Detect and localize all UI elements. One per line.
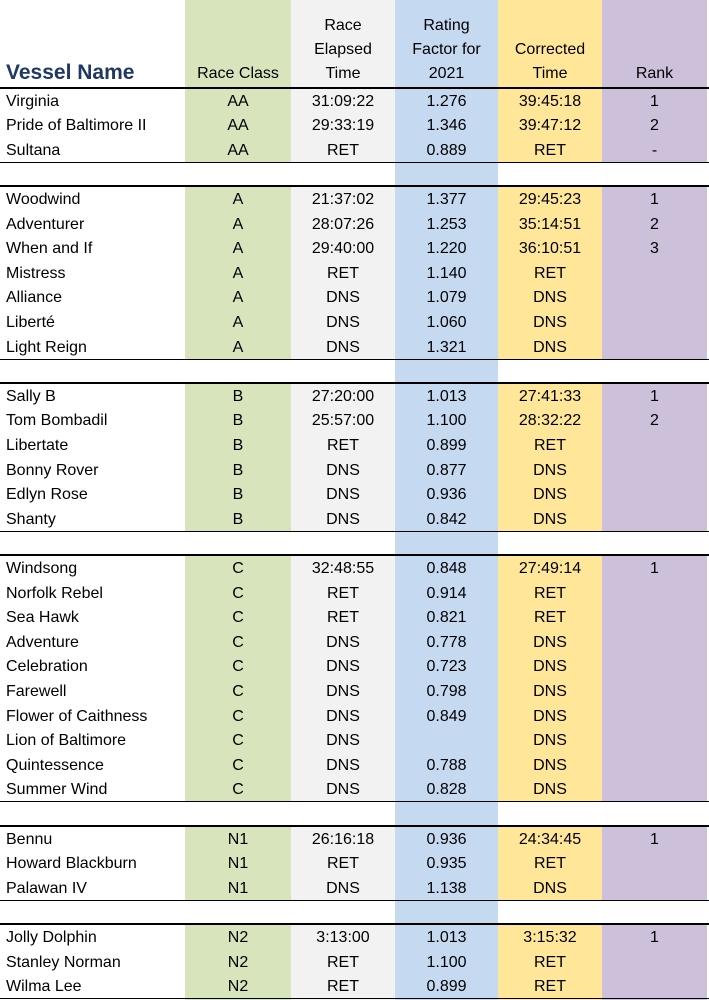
elapsed-time-cell[interactable]: DNS	[326, 756, 360, 774]
elapsed-time-cell[interactable]: DNS	[326, 732, 360, 750]
vessel-name-cell[interactable]: Sally B	[6, 387, 56, 405]
corrected-time-cell[interactable]: 39:47:12	[518, 117, 582, 135]
vessel-name-cell[interactable]: Edlyn Rose	[6, 486, 88, 504]
corrected-time-cell[interactable]: DNS	[533, 707, 567, 725]
corrected-time-cell[interactable]: DNS	[533, 781, 567, 799]
separator-fill	[498, 163, 709, 186]
separator-fill	[0, 802, 395, 825]
corrected-time-cell[interactable]: DNS	[533, 338, 567, 356]
rating-factor-cell[interactable]: 1.138	[426, 879, 467, 897]
vessel-name-cell[interactable]: Pride of Baltimore II	[6, 117, 147, 135]
corrected-time-cell[interactable]: DNS	[533, 289, 567, 307]
corrected-time-cell[interactable]: DNS	[533, 756, 567, 774]
rating-factor-cell[interactable]: 1.346	[426, 117, 467, 135]
race-class-cell[interactable]: C	[232, 682, 244, 700]
rank-cell[interactable]	[602, 951, 707, 975]
vessel-name-cell[interactable]: Sultana	[6, 141, 61, 159]
corrected-time-cell[interactable]: DNS	[533, 461, 567, 479]
race-class-cell[interactable]: C	[232, 781, 244, 799]
rank-cell[interactable]	[602, 508, 707, 532]
elapsed-time-cell[interactable]: DNS	[326, 658, 360, 676]
rank-cell[interactable]	[602, 336, 707, 360]
race-class-cell[interactable]: AA	[227, 141, 249, 159]
rating-factor-cell[interactable]: 0.848	[426, 559, 467, 577]
elapsed-time-cell[interactable]: 21:37:02	[311, 190, 375, 208]
rank-cell[interactable]: 2	[650, 412, 659, 430]
race-class-cell[interactable]: B	[232, 436, 244, 454]
elapsed-time-cell[interactable]: 29:40:00	[311, 240, 375, 258]
rank-cell[interactable]	[602, 877, 707, 901]
vessel-name-cell[interactable]: Celebration	[6, 658, 88, 676]
rating-factor-cell[interactable]: 0.842	[426, 510, 467, 528]
separator-fill	[498, 901, 709, 924]
race-class-cell[interactable]: N2	[227, 928, 249, 946]
race-class-cell[interactable]: A	[232, 264, 244, 282]
elapsed-time-cell[interactable]: DNS	[326, 461, 360, 479]
rank-cell[interactable]: 1	[650, 387, 659, 405]
corrected-time-cell[interactable]: DNS	[533, 633, 567, 651]
vessel-name-cell[interactable]: Norfolk Rebel	[6, 584, 103, 602]
group-separator	[0, 532, 709, 555]
group-separator	[0, 163, 709, 186]
corrected-time-cell[interactable]: RET	[534, 141, 566, 159]
race-class-cell[interactable]: B	[232, 387, 244, 405]
rating-factor-cell[interactable]: 1.220	[426, 240, 467, 258]
vessel-name-cell[interactable]: Windsong	[6, 559, 78, 577]
corrected-time-cell[interactable]: DNS	[533, 682, 567, 700]
vessel-name-cell[interactable]: Sea Hawk	[6, 609, 79, 627]
rating-factor-cell[interactable]: 0.914	[426, 584, 467, 602]
vessel-name-cell[interactable]: Lion of Baltimore	[6, 732, 127, 750]
rank-cell[interactable]	[602, 852, 707, 876]
header-rank[interactable]: Rank	[635, 65, 674, 82]
rating-factor-cell[interactable]: 1.253	[426, 215, 467, 233]
race-class-cell[interactable]: A	[232, 190, 244, 208]
rank-cell[interactable]	[602, 311, 707, 335]
rating-factor-cell[interactable]: 1.321	[426, 338, 467, 356]
vessel-name-cell[interactable]: Flower of Caithness	[6, 707, 148, 725]
race-class-cell[interactable]: B	[232, 510, 244, 528]
elapsed-time-cell[interactable]: DNS	[326, 510, 360, 528]
corrected-time-cell[interactable]: 28:32:22	[518, 412, 582, 430]
group-separator	[0, 360, 709, 383]
race-class-cell[interactable]: C	[232, 584, 244, 602]
rank-cell[interactable]	[602, 483, 707, 507]
rating-factor-cell[interactable]: 0.788	[426, 756, 467, 774]
rank-cell[interactable]	[602, 975, 707, 999]
corrected-time-cell[interactable]: 39:45:18	[518, 92, 582, 110]
race-class-cell[interactable]: N1	[227, 830, 249, 848]
race-class-cell[interactable]: B	[232, 412, 244, 430]
rating-factor-cell[interactable]: 0.778	[426, 633, 467, 651]
separator-fill	[498, 360, 709, 383]
corrected-time-cell[interactable]: 35:14:51	[518, 215, 582, 233]
vessel-name-cell[interactable]: Farewell	[6, 682, 67, 700]
header-race-class[interactable]: Race Class	[197, 65, 279, 82]
vessel-name-cell[interactable]: Woodwind	[6, 190, 81, 208]
vessel-name-cell[interactable]: Palawan IV	[6, 879, 87, 897]
vessel-name-cell[interactable]: Light Reign	[6, 338, 87, 356]
rating-factor-cell[interactable]: 1.100	[426, 953, 467, 971]
rank-cell[interactable]: 2	[650, 215, 659, 233]
rank-cell[interactable]	[602, 655, 707, 679]
elapsed-time-cell[interactable]: RET	[327, 584, 359, 602]
race-class-cell[interactable]: C	[232, 707, 244, 725]
rating-factor-cell[interactable]: 0.821	[426, 609, 467, 627]
group-separator	[0, 901, 709, 924]
corrected-time-cell[interactable]: 29:45:23	[518, 190, 582, 208]
elapsed-time-cell[interactable]: RET	[327, 264, 359, 282]
rating-factor-cell[interactable]	[395, 729, 498, 753]
elapsed-time-cell[interactable]: DNS	[326, 707, 360, 725]
vessel-name-cell[interactable]: Quintessence	[6, 756, 104, 774]
elapsed-time-cell[interactable]: 25:57:00	[311, 412, 375, 430]
vessel-name-cell[interactable]: When and If	[6, 240, 93, 258]
vessel-name-cell[interactable]: Tom Bombadil	[6, 412, 108, 430]
rating-factor-cell[interactable]: 0.798	[426, 682, 467, 700]
race-class-cell[interactable]: A	[232, 313, 244, 331]
rank-cell[interactable]	[602, 754, 707, 778]
corrected-time-cell[interactable]: RET	[534, 953, 566, 971]
elapsed-time-cell[interactable]: 26:16:18	[311, 830, 375, 848]
corrected-time-cell[interactable]: RET	[534, 609, 566, 627]
row-divider	[0, 998, 709, 999]
rating-factor-cell[interactable]: 0.935	[426, 855, 467, 873]
vessel-name-cell[interactable]: Liberté	[6, 313, 55, 331]
race-class-cell[interactable]: N1	[227, 855, 249, 873]
elapsed-time-cell[interactable]: DNS	[326, 486, 360, 504]
rank-cell[interactable]: 3	[650, 240, 659, 258]
elapsed-time-cell[interactable]: DNS	[326, 879, 360, 897]
rank-cell[interactable]: -	[651, 141, 658, 159]
vessel-name-cell[interactable]: Shanty	[6, 510, 56, 528]
corrected-time-cell[interactable]: 3:15:32	[523, 928, 577, 946]
vessel-name-cell[interactable]: Summer Wind	[6, 781, 108, 799]
rating-factor-cell[interactable]: 1.100	[426, 412, 467, 430]
rank-cell[interactable]	[602, 680, 707, 704]
vessel-name-cell[interactable]: Mistress	[6, 264, 66, 282]
group-separator	[0, 802, 709, 825]
elapsed-time-cell[interactable]: RET	[327, 855, 359, 873]
corrected-time-cell[interactable]: DNS	[533, 486, 567, 504]
rank-cell[interactable]	[602, 286, 707, 310]
corrected-time-cell[interactable]: DNS	[533, 879, 567, 897]
separator-fill	[0, 532, 395, 555]
corrected-time-cell[interactable]: RET	[534, 436, 566, 454]
header-corrected-time[interactable]: Corrected Time	[514, 41, 586, 82]
rank-cell[interactable]: 1	[650, 830, 659, 848]
elapsed-time-cell[interactable]: RET	[327, 978, 359, 996]
rating-factor-cell[interactable]: 1.013	[426, 928, 467, 946]
separator-fill	[498, 532, 709, 555]
race-class-cell[interactable]: A	[232, 240, 244, 258]
elapsed-time-cell[interactable]: RET	[327, 609, 359, 627]
separator-fill	[0, 163, 395, 186]
elapsed-time-cell[interactable]: RET	[327, 141, 359, 159]
race-class-cell[interactable]: N2	[227, 978, 249, 996]
corrected-time-cell[interactable]: RET	[534, 264, 566, 282]
rank-cell[interactable]	[602, 606, 707, 630]
elapsed-time-cell[interactable]: 3:13:00	[316, 928, 370, 946]
rank-cell[interactable]: 1	[650, 928, 659, 946]
separator-fill	[0, 360, 395, 383]
vessel-name-cell[interactable]: Adventure	[6, 633, 79, 651]
race-class-cell[interactable]: C	[232, 609, 244, 627]
rating-factor-cell[interactable]: 1.276	[426, 92, 467, 110]
rating-factor-cell[interactable]: 1.013	[426, 387, 467, 405]
corrected-time-cell[interactable]: DNS	[533, 658, 567, 676]
corrected-time-cell[interactable]: RET	[534, 584, 566, 602]
elapsed-time-cell[interactable]: DNS	[326, 682, 360, 700]
race-class-cell[interactable]: B	[232, 486, 244, 504]
rank-cell[interactable]: 2	[650, 117, 659, 135]
rank-cell[interactable]	[602, 582, 707, 606]
rating-factor-cell[interactable]: 0.936	[426, 486, 467, 504]
corrected-time-cell[interactable]: RET	[534, 855, 566, 873]
elapsed-time-cell[interactable]: DNS	[326, 289, 360, 307]
rating-factor-cell[interactable]: 0.828	[426, 781, 467, 799]
elapsed-time-cell[interactable]: 29:33:19	[311, 117, 375, 135]
rank-cell[interactable]	[602, 631, 707, 655]
race-class-cell[interactable]: A	[232, 338, 244, 356]
rank-cell[interactable]	[602, 705, 707, 729]
corrected-time-cell[interactable]: DNS	[533, 732, 567, 750]
race-class-cell[interactable]: C	[232, 658, 244, 676]
corrected-time-cell[interactable]: DNS	[533, 313, 567, 331]
elapsed-time-cell[interactable]: 27:20:00	[311, 387, 375, 405]
separator-fill	[0, 901, 395, 924]
elapsed-time-cell[interactable]: RET	[327, 436, 359, 454]
elapsed-time-cell[interactable]: DNS	[326, 781, 360, 799]
rank-cell[interactable]	[602, 729, 707, 753]
elapsed-time-cell[interactable]: DNS	[326, 338, 360, 356]
rating-factor-cell[interactable]: 0.889	[426, 141, 467, 159]
vessel-name-cell[interactable]: Bennu	[6, 830, 53, 848]
rank-cell[interactable]	[602, 778, 707, 802]
rating-factor-cell[interactable]: 1.140	[426, 264, 467, 282]
rank-cell[interactable]	[602, 459, 707, 483]
race-class-cell[interactable]: A	[232, 289, 244, 307]
corrected-time-cell[interactable]: 36:10:51	[518, 240, 582, 258]
corrected-time-cell[interactable]: 24:34:45	[518, 830, 582, 848]
rank-cell[interactable]	[602, 434, 707, 458]
corrected-time-cell[interactable]: 27:49:14	[518, 559, 582, 577]
elapsed-time-cell[interactable]: 32:48:55	[311, 559, 375, 577]
elapsed-time-cell[interactable]: 28:07:26	[311, 215, 375, 233]
vessel-name-cell[interactable]: Virginia	[6, 92, 60, 110]
separator-fill	[498, 802, 709, 825]
race-class-cell[interactable]: C	[232, 732, 244, 750]
elapsed-time-cell[interactable]: RET	[327, 953, 359, 971]
elapsed-time-cell[interactable]: 31:09:22	[311, 92, 375, 110]
vessel-name-cell[interactable]: Stanley Norman	[6, 953, 121, 971]
rank-cell[interactable]: 1	[650, 92, 659, 110]
corrected-time-cell[interactable]: DNS	[533, 510, 567, 528]
race-class-cell[interactable]: AA	[227, 92, 249, 110]
rank-cell[interactable]: 1	[650, 559, 659, 577]
race-class-cell[interactable]: C	[232, 756, 244, 774]
rating-factor-cell[interactable]: 0.877	[426, 461, 467, 479]
rating-factor-cell[interactable]: 0.899	[426, 978, 467, 996]
elapsed-time-cell[interactable]: DNS	[326, 633, 360, 651]
elapsed-time-cell[interactable]: DNS	[326, 313, 360, 331]
rating-factor-cell[interactable]: 1.079	[426, 289, 467, 307]
vessel-name-cell[interactable]: Alliance	[6, 289, 63, 307]
rating-factor-cell[interactable]: 0.899	[426, 436, 467, 454]
vessel-name-cell[interactable]: Libertate	[6, 436, 69, 454]
rating-factor-cell[interactable]: 0.723	[426, 658, 467, 676]
rating-factor-cell[interactable]: 1.060	[426, 313, 467, 331]
race-class-cell[interactable]: N1	[227, 879, 249, 897]
vessel-name-cell[interactable]: Howard Blackburn	[6, 855, 137, 873]
race-class-cell[interactable]: C	[232, 559, 244, 577]
race-class-cell[interactable]: A	[232, 215, 244, 233]
vessel-name-cell[interactable]: Wilma Lee	[6, 978, 82, 996]
race-class-cell[interactable]: B	[232, 461, 244, 479]
rating-factor-cell[interactable]: 0.936	[426, 830, 467, 848]
vessel-name-cell[interactable]: Adventurer	[6, 215, 85, 233]
corrected-time-cell[interactable]: RET	[534, 978, 566, 996]
race-class-cell[interactable]: C	[232, 633, 244, 651]
header-rating-factor[interactable]: Rating Factor for 2021	[412, 17, 481, 82]
header-vessel-name[interactable]: Vessel Name	[6, 61, 135, 84]
vessel-name-cell[interactable]: Bonny Rover	[6, 461, 99, 479]
race-class-cell[interactable]: AA	[227, 117, 249, 135]
vessel-name-cell[interactable]: Jolly Dolphin	[6, 928, 97, 946]
corrected-time-cell[interactable]: 27:41:33	[518, 387, 582, 405]
header-elapsed-time[interactable]: Race Elapsed Time	[314, 17, 372, 82]
rank-cell[interactable]: 1	[650, 190, 659, 208]
rating-factor-cell[interactable]: 1.377	[426, 190, 467, 208]
race-class-cell[interactable]: N2	[227, 953, 249, 971]
rank-cell[interactable]	[602, 262, 707, 286]
rating-factor-cell[interactable]: 0.849	[426, 707, 467, 725]
